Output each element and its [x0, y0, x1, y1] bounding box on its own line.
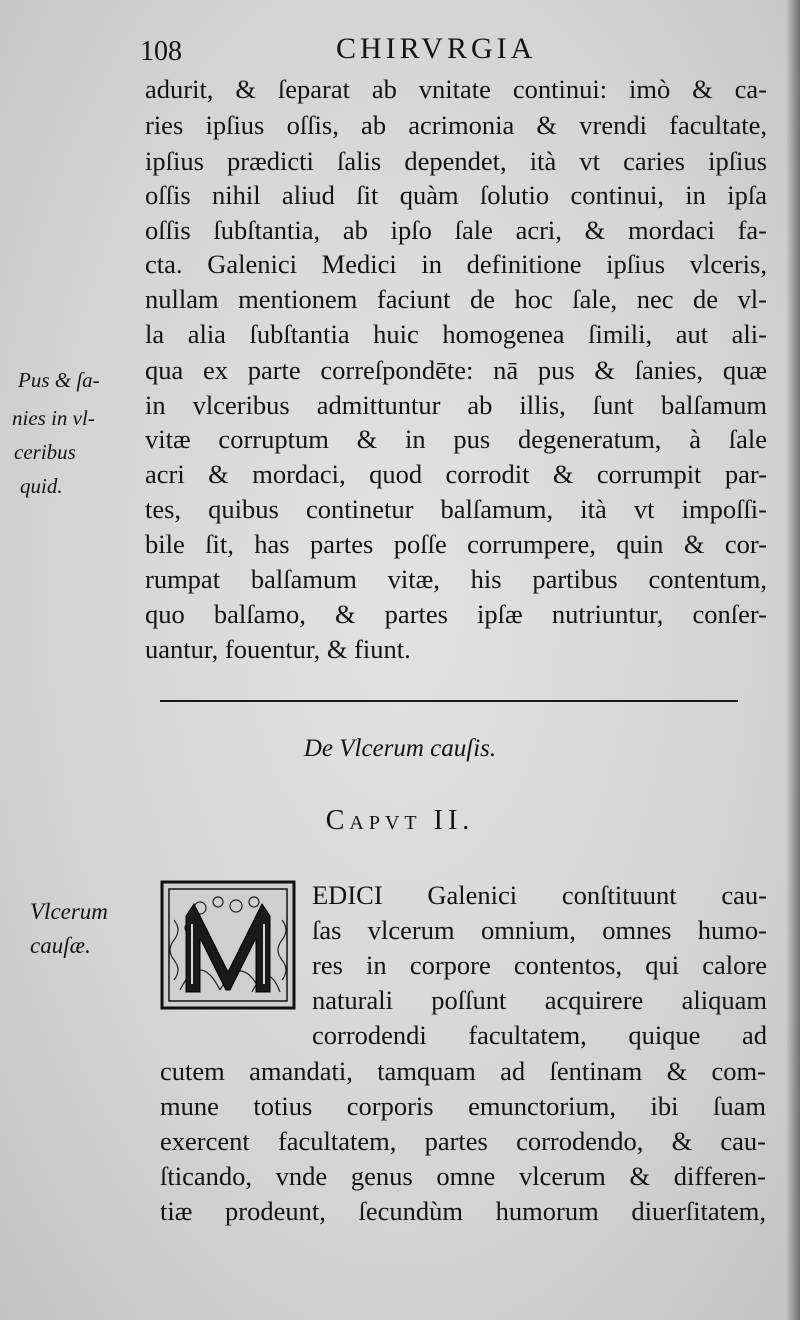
running-head: [140, 28, 700, 68]
text-line: res in corpore contentos, qui calore: [312, 950, 767, 980]
text-line: ſticando, vnde genus omne vlcerum & differen-: [160, 1161, 766, 1191]
text-line: EDICI Galenici conſtituunt cau-: [312, 880, 767, 910]
text-line: rumpat balſamum vitæ, his partibus contentum,: [145, 564, 767, 594]
text-line: cutem amandati, tamquam ad ſentinam & com-: [160, 1056, 766, 1086]
text-line: uantur, fouentur, & fiunt.: [145, 634, 411, 664]
text-line: vitæ corruptum & in pus degeneratum, à ſale: [145, 424, 767, 454]
text-line: qua ex parte correſpondēte: nā pus & ſanies, quæ: [145, 355, 767, 385]
decorated-initial-m-icon: [160, 880, 296, 1010]
text-line: quo balſamo, & partes ipſæ nutriuntur, conſer-: [145, 599, 767, 629]
text-line: tiæ prodeunt, ſecundùm humorum diuerſitatem,: [160, 1196, 766, 1226]
decorated-initial: [160, 880, 296, 1010]
text-line: corrodendi facultatem, quique ad: [312, 1020, 767, 1050]
section-title: De Vlcerum cauſis.: [303, 735, 497, 762]
text-line: mune totius corporis emunctorium, ibi ſuam: [160, 1091, 766, 1121]
margin-note-line: cauſæ.: [30, 933, 91, 958]
text-line: acri & mordaci, quod corrodit & corrumpit par-: [145, 459, 767, 489]
running-title: CHIRVRGIA: [336, 32, 537, 65]
text-line: ſas vlcerum omnium, omnes humo-: [312, 915, 767, 945]
text-line: oſſis nihil aliud ſit quàm ſolutio continui, in ipſa: [145, 180, 767, 210]
margin-note-line: Vlcerum: [30, 899, 108, 924]
section-divider: [160, 700, 738, 702]
text-line: ipſius prædicti ſalis dependet, ità vt caries ipſius: [145, 146, 767, 176]
text-line: exercent facultatem, partes corrodendo, & cau-: [160, 1126, 766, 1156]
margin-note-line: nies in vl-: [12, 406, 95, 430]
text-line: cta. Galenici Medici in definitione ipſius vlceris,: [145, 249, 767, 279]
margin-note-line: ceribus: [14, 440, 76, 464]
text-line: bile ſit, has partes poſſe corrumpere, quin & cor-: [145, 529, 767, 559]
text-line: adurit, & ſeparat ab vnitate continui: imò & ca-: [145, 74, 767, 104]
text-line: oſſis ſubſtantia, ab ipſo ſale acri, & mordaci fa-: [145, 215, 767, 245]
text-line: in vlceribus admittuntur ab illis, ſunt balſamum: [145, 390, 767, 420]
margin-note-line: Pus & ſa-: [18, 368, 100, 392]
page-number: 108: [140, 36, 182, 67]
page-edge-shadow: [786, 0, 800, 1320]
text-line: naturali poſſunt acquirere aliquam: [312, 985, 767, 1015]
chapter-title: Capvt II.: [325, 805, 475, 836]
text-line: ries ipſius oſſis, ab acrimonia & vrendi facultate,: [145, 110, 767, 140]
text-line: tes, quibus continetur balſamum, ità vt impoſſi-: [145, 494, 767, 524]
text-line: nullam mentionem faciunt de hoc ſale, nec de vl-: [145, 284, 767, 314]
margin-note-line: quid.: [20, 474, 63, 498]
text-line: la alia ſubſtantia huic homogenea ſimili, aut ali-: [145, 319, 767, 349]
